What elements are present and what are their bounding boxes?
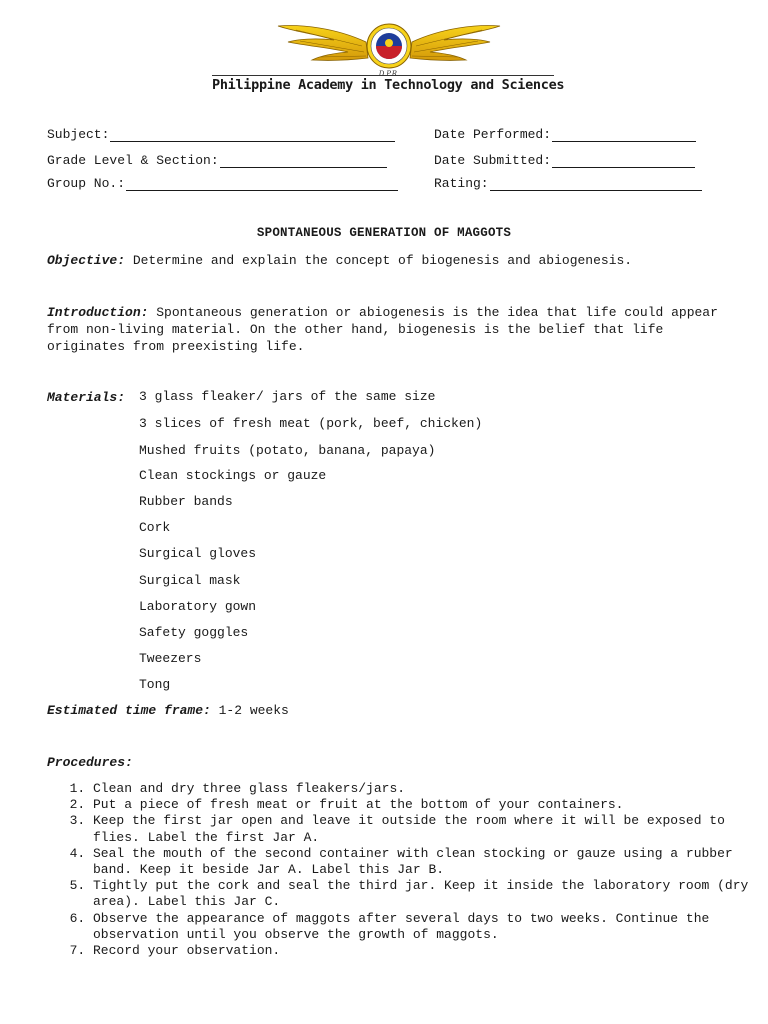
grade-section-label: Grade Level & Section: [47, 153, 219, 168]
procedure-step: 7. Record your observation. [93, 943, 768, 959]
procedure-step: 6. Observe the appearance of maggots after several days to two weeks. Continue the observation until you observe the growth of maggots. [93, 911, 768, 943]
date-performed-label: Date Performed: [434, 127, 552, 142]
time-frame-section [47, 702, 727, 719]
objective-text: Determine and explain the concept of biogenesis and abiogenesis. [125, 253, 633, 268]
grade-section-field [47, 153, 387, 168]
procedures-label: Procedures: [47, 755, 133, 770]
material-item: Tong [139, 677, 171, 692]
date-submitted-input-line[interactable] [552, 155, 695, 168]
procedure-step: 5. Tightly put the cork and seal the third jar. Keep it inside the laboratory room (dry area). Label this Jar C. [93, 878, 768, 910]
materials-label-row [47, 389, 125, 406]
header-rule [212, 75, 554, 76]
time-frame-text: 1-2 weeks [210, 703, 289, 718]
material-item: Tweezers [139, 651, 202, 666]
right-wing-icon [410, 26, 500, 61]
rating-field [434, 176, 702, 191]
academy-wings-logo [276, 22, 502, 80]
school-seal-icon [367, 24, 411, 68]
material-item: Clean stockings or gauze [139, 468, 327, 483]
procedure-step: 3. Keep the first jar open and leave it outside the room where it will be exposed to flies. Label the first Jar A. [93, 813, 768, 845]
procedure-list [47, 781, 768, 959]
material-item: 3 slices of fresh meat (pork, beef, chicken) [139, 416, 483, 431]
group-no-field [47, 176, 398, 191]
material-item: Surgical gloves [139, 546, 257, 561]
grade-section-input-line[interactable] [220, 155, 387, 168]
procedure-step: 4. Seal the mouth of the second container with clean stocking or gauze using a rubber band. Keep it beside Jar A. Label this Jar B. [93, 846, 768, 878]
material-item: Rubber bands [139, 494, 233, 509]
objective-label: Objective: [47, 253, 126, 268]
group-no-label: Group No.: [47, 176, 126, 191]
material-item: Surgical mask [139, 573, 241, 588]
procedure-step: 2. Put a piece of fresh meat or fruit at the bottom of your containers. [93, 797, 768, 813]
left-wing-icon [278, 26, 368, 61]
objective-section [47, 252, 727, 269]
subject-field [47, 127, 395, 142]
logo-initials: D.P.R. [378, 70, 400, 78]
school-name: Philippine Academy in Technology and Sciences [212, 77, 565, 93]
material-item: 3 glass fleaker/ jars of the same size [139, 389, 436, 404]
rating-input-line[interactable] [490, 178, 702, 191]
introduction-section [47, 304, 727, 355]
time-frame-label: Estimated time frame: [47, 703, 211, 718]
subject-input-line[interactable] [110, 129, 395, 142]
rating-label: Rating: [434, 176, 489, 191]
introduction-text: Spontaneous generation or abiogenesis is the idea that life could appear from non-living material. On the other hand, biogenesis is the belief that life originates from preexisting life. [47, 305, 718, 354]
material-item: Laboratory gown [139, 599, 257, 614]
procedures-label-row [47, 754, 727, 771]
document-title: SPONTANEOUS GENERATION OF MAGGOTS [256, 226, 512, 240]
group-no-input-line[interactable] [126, 178, 398, 191]
date-submitted-label: Date Submitted: [434, 153, 552, 168]
material-item: Cork [139, 520, 171, 535]
date-performed-field [434, 127, 696, 142]
procedure-step: 1. Clean and dry three glass fleakers/jars. [93, 781, 768, 797]
material-item: Safety goggles [139, 625, 249, 640]
subject-label: Subject: [47, 127, 110, 142]
date-performed-input-line[interactable] [552, 129, 696, 142]
date-submitted-field [434, 153, 695, 168]
materials-label: Materials: [47, 390, 126, 405]
introduction-label: Introduction: [47, 305, 149, 320]
material-item: Mushed fruits (potato, banana, papaya) [139, 443, 436, 458]
